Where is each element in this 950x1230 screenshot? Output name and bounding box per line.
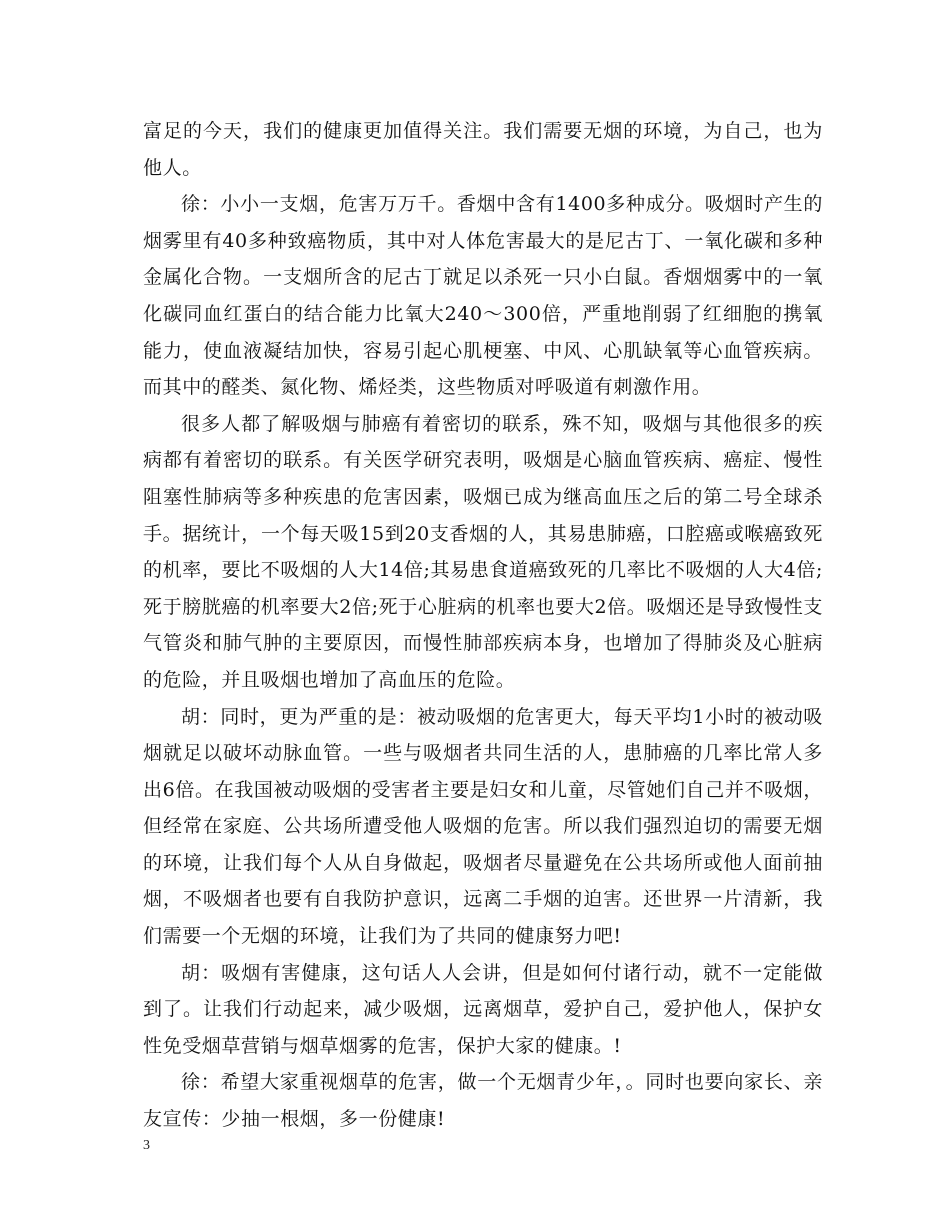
paragraph-xu-smoking-harm: 徐：小小一支烟，危害万万千。香烟中含有1400多种成分。吸烟时产生的烟雾里有40多种致癌物质，其中对人体危害最大的是尼古丁、一氧化碳和多种金属化合物。一支烟所含的尼古丁就足以杀死一只小白鼠。香烟烟雾中的一氧化碳同血红蛋白的结合能力比氧大240～300倍，严重地削弱了红细胞的携氧能力，使血液凝结加快，容易引起心肌梗塞、中风、心肌缺氧等心血管疾病。而其中的醛类、氮化物、烯烃类，这些物质对呼吸道有刺激作用。 (143, 193, 823, 399)
body-text (143, 113, 823, 1138)
paragraph-continuation: 富足的今天，我们的健康更加值得关注。我们需要无烟的环境，为自己，也为他人。 (143, 120, 823, 179)
page-number: 3 (143, 1138, 150, 1153)
paragraph-hu-passive-smoking: 胡：同时，更为严重的是：被动吸烟的危害更大，每天平均1小时的被动吸烟就足以破坏动脉血管。一些与吸烟者共同生活的人，患肺癌的几率比常人多出6倍。在我国被动吸烟的受害者主要是妇女和儿童，尽管她们自己并不吸烟，但经常在家庭、公共场所遭受他人吸烟的危害。所以我们强烈迫切的需要无烟的环境，让我们每个人从自身做起，吸烟者尽量避免在公共场所或他人面前抽烟，不吸烟者也要有自我防护意识，远离二手烟的迫害。还世界一片清新，我们需要一个无烟的环境，让我们为了共同的健康努力吧! (143, 705, 823, 948)
paragraph-smoking-diseases: 很多人都了解吸烟与肺癌有着密切的联系，殊不知，吸烟与其他很多的疾病都有着密切的联系。有关医学研究表明，吸烟是心脑血管疾病、癌症、慢性阻塞性肺病等多种疾患的危害因素，吸烟已成为继高血压之后的第二号全球杀手。据统计，一个每天吸15到20支香烟的人，其易患肺癌，口腔癌或喉癌致死的机率，要比不吸烟的人大14倍;其易患食道癌致死的几率比不吸烟的人大4倍;死于膀胱癌的机率要大2倍;死于心脏病的机率也要大2倍。吸烟还是导致慢性支气管炎和肺气肿的主要原因，而慢性肺部疾病本身，也增加了得肺炎及心脏病的危险，并且吸烟也增加了高血压的危险。 (143, 412, 823, 691)
paragraph-hu-take-action: 胡：吸烟有害健康，这句话人人会讲，但是如何付诸行动，就不一定能做到了。让我们行动起来，减少吸烟，远离烟草，爱护自己，爱护他人，保护女性免受烟草营销与烟草烟雾的危害，保护大家的健康。! (143, 961, 823, 1057)
paragraph-xu-closing: 徐：希望大家重视烟草的危害，做一个无烟青少年，。同时也要向家长、亲友宣传：少抽一根烟，多一份健康! (143, 1071, 823, 1131)
